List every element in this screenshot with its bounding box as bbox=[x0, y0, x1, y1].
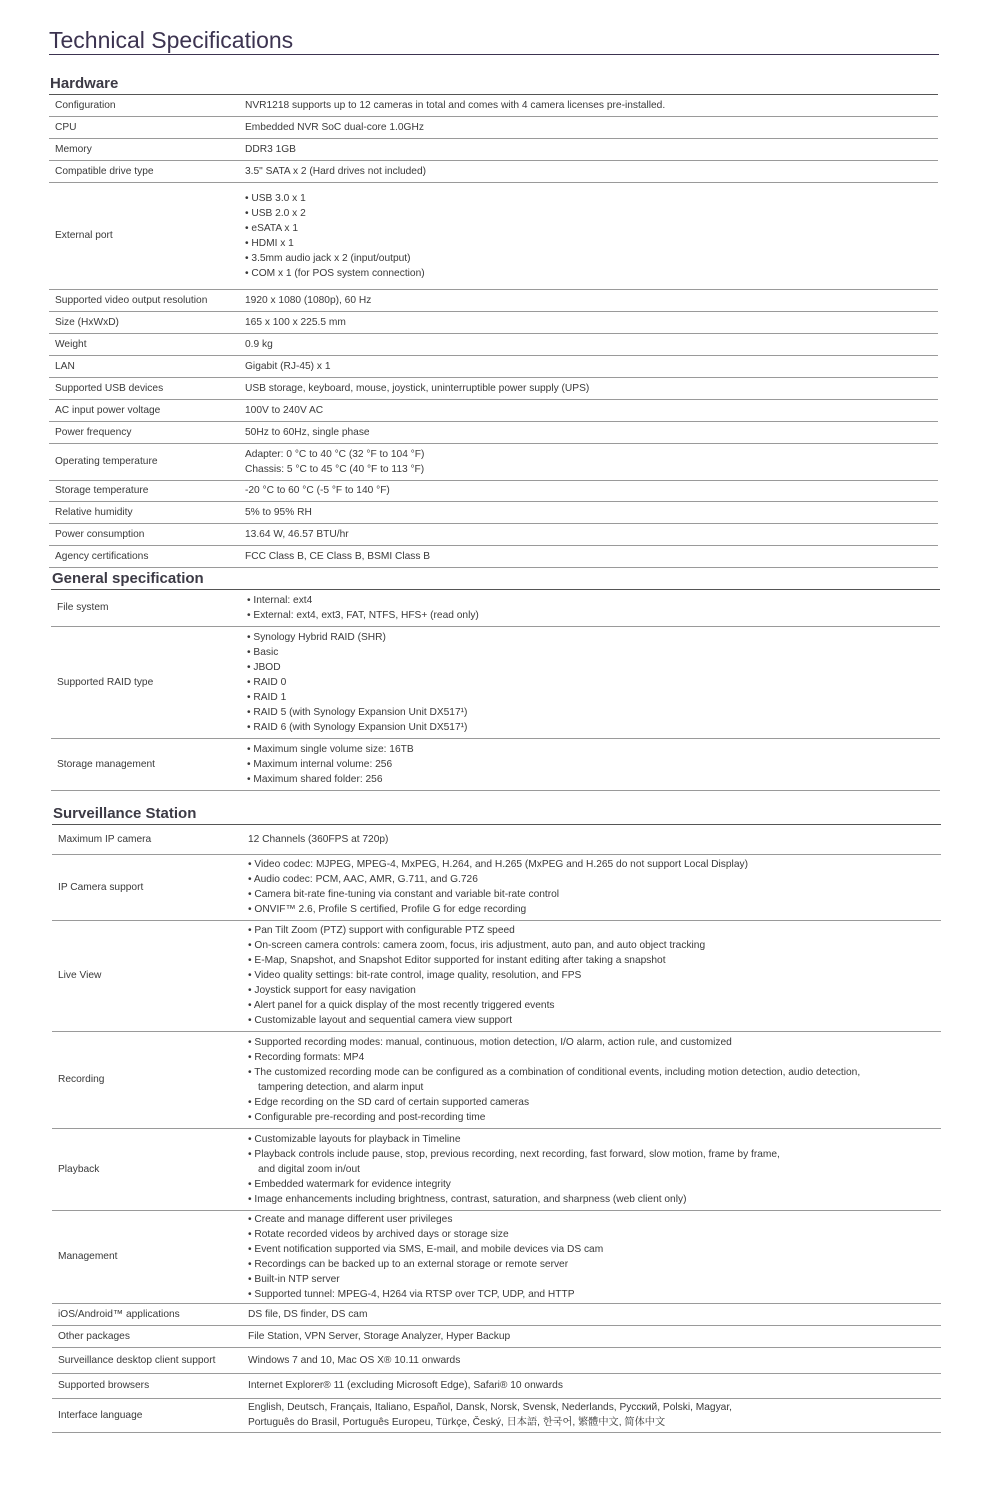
spec-label: File system bbox=[51, 590, 247, 626]
spec-row bbox=[49, 138, 938, 160]
spec-row bbox=[52, 1347, 941, 1373]
spec-row bbox=[49, 501, 938, 523]
spec-value-line: Windows 7 and 10, Mac OS X® 10.11 onwards bbox=[248, 1354, 461, 1366]
spec-value-line: • RAID 5 (with Synology Expansion Unit DX517¹) bbox=[247, 706, 468, 718]
spec-value-line: English, Deutsch, Français, Italiano, Español, Dansk, Norsk, Svensk, Nederlands, Русский, Polski, Magyar, bbox=[248, 1402, 732, 1413]
spec-value-line: File Station, VPN Server, Storage Analyzer, Hyper Backup bbox=[248, 1330, 511, 1342]
spec-row bbox=[49, 182, 938, 289]
spec-value bbox=[247, 590, 940, 626]
spec-value-line: • Recording formats: MP4 bbox=[248, 1051, 365, 1063]
spec-value-line: • Audio codec: PCM, AAC, AMR, G.711, and G.726 bbox=[248, 874, 478, 885]
spec-row bbox=[49, 355, 938, 377]
spec-label: Supported RAID type bbox=[51, 626, 247, 738]
spec-value-line: • Configurable pre-recording and post-recording time bbox=[248, 1111, 486, 1123]
spec-value-line: • Recordings can be backed up to an external storage or remote server bbox=[248, 1258, 569, 1270]
spec-table bbox=[52, 825, 941, 1433]
spec-value-line: • On-screen camera controls: camera zoom, focus, iris adjustment, auto pan, and auto object tracking bbox=[248, 940, 706, 951]
spec-value-line: • Playback controls include pause, stop, previous recording, next recording, fast forward, slow motion, frame by frame, bbox=[248, 1148, 780, 1160]
spec-label: IP Camera support bbox=[52, 854, 248, 920]
spec-value-line: • Internal: ext4 bbox=[247, 594, 313, 606]
spec-value bbox=[245, 289, 938, 311]
spec-row bbox=[52, 1398, 941, 1432]
spec-row bbox=[52, 920, 941, 1031]
spec-value bbox=[247, 626, 940, 738]
spec-label: Supported browsers bbox=[52, 1373, 248, 1398]
spec-row bbox=[49, 399, 938, 421]
spec-label: Other packages bbox=[52, 1325, 248, 1347]
spec-value-line: and digital zoom in/out bbox=[258, 1163, 360, 1175]
spec-row bbox=[49, 289, 938, 311]
spec-value-line: • RAID 0 bbox=[247, 676, 287, 688]
spec-label: LAN bbox=[49, 355, 245, 377]
spec-value-line: • Video quality settings: bit-rate control, image quality, resolution, and FPS bbox=[248, 970, 582, 981]
spec-row bbox=[49, 333, 938, 355]
spec-value-line: • Camera bit-rate fine-tuning via constant and variable bit-rate control bbox=[248, 889, 560, 900]
spec-value-line: 13.64 W, 46.57 BTU/hr bbox=[245, 528, 349, 540]
spec-value bbox=[248, 1210, 941, 1303]
spec-label: Weight bbox=[49, 333, 245, 355]
spec-value-line: • COM x 1 (for POS system connection) bbox=[245, 267, 425, 279]
spec-value-line: 0.9 kg bbox=[245, 338, 273, 350]
spec-row bbox=[52, 1373, 941, 1398]
section-title: Hardware bbox=[49, 74, 938, 95]
spec-value-line: Embedded NVR SoC dual-core 1.0GHz bbox=[245, 121, 424, 133]
spec-value bbox=[245, 443, 938, 480]
spec-value-line: • JBOD bbox=[247, 661, 281, 673]
spec-value-line: • Video codec: MJPEG, MPEG-4, MxPEG, H.264, and H.265 (MxPEG and H.265 do not support Local Display) bbox=[248, 859, 748, 870]
spec-label: Playback bbox=[52, 1128, 248, 1210]
spec-label: Maximum IP camera bbox=[52, 825, 248, 854]
spec-value bbox=[245, 523, 938, 545]
spec-value-line: • 3.5mm audio jack x 2 (input/output) bbox=[245, 252, 411, 264]
spec-value-line: • Synology Hybrid RAID (SHR) bbox=[247, 631, 386, 643]
spec-row bbox=[49, 95, 938, 116]
spec-value bbox=[248, 1347, 941, 1373]
spec-label: Supported video output resolution bbox=[49, 289, 245, 311]
spec-value-line: Gigabit (RJ-45) x 1 bbox=[245, 360, 331, 372]
spec-value-line: • Event notification supported via SMS, E-mail, and mobile devices via DS cam bbox=[248, 1243, 604, 1255]
spec-value-line: • External: ext4, ext3, FAT, NTFS, HFS+ (read only) bbox=[247, 609, 479, 621]
spec-label: Relative humidity bbox=[49, 501, 245, 523]
spec-value bbox=[245, 311, 938, 333]
spec-label: Surveillance desktop client support bbox=[52, 1347, 248, 1373]
spec-label: Power consumption bbox=[49, 523, 245, 545]
spec-label: Configuration bbox=[49, 95, 245, 116]
spec-value-line: • USB 2.0 x 2 bbox=[245, 207, 306, 219]
spec-value bbox=[248, 920, 941, 1031]
spec-value-line: Português do Brasil, Português Europeu, Türkçe, Český, 日本語, 한국어, 繁體中文, 简体中文 bbox=[248, 1417, 666, 1428]
spec-value-line: • Supported tunnel: MPEG-4, H264 via RTSP over TCP, UDP, and HTTP bbox=[248, 1288, 575, 1300]
spec-label: CPU bbox=[49, 116, 245, 138]
spec-value bbox=[245, 355, 938, 377]
page-title: Technical Specifications bbox=[49, 26, 939, 55]
spec-value-line: 1920 x 1080 (1080p), 60 Hz bbox=[245, 294, 372, 306]
spec-label: Recording bbox=[52, 1031, 248, 1128]
spec-label: Compatible drive type bbox=[49, 160, 245, 182]
spec-value bbox=[245, 116, 938, 138]
spec-value-line: • eSATA x 1 bbox=[245, 222, 299, 234]
spec-value-line: NVR1218 supports up to 12 cameras in total and comes with 4 camera licenses pre-installed. bbox=[245, 99, 666, 111]
spec-row bbox=[52, 1031, 941, 1128]
spec-value-line: • Joystick support for easy navigation bbox=[248, 985, 416, 996]
spec-value bbox=[247, 738, 940, 790]
spec-value-line: • Customizable layout and sequential camera view support bbox=[248, 1015, 513, 1026]
spec-label: iOS/Android™ applications bbox=[52, 1303, 248, 1325]
spec-value-line: • Embedded watermark for evidence integrity bbox=[248, 1178, 451, 1190]
spec-label: Supported USB devices bbox=[49, 377, 245, 399]
spec-row bbox=[52, 1325, 941, 1347]
spec-row bbox=[49, 545, 938, 567]
spec-value bbox=[248, 1373, 941, 1398]
spec-value bbox=[248, 854, 941, 920]
spec-row bbox=[49, 523, 938, 545]
spec-row bbox=[51, 590, 940, 626]
spec-value-line: • Image enhancements including brightness, contrast, saturation, and sharpness (web client only) bbox=[248, 1193, 687, 1205]
spec-row bbox=[52, 1128, 941, 1210]
section-general-specification bbox=[51, 569, 940, 791]
spec-value-line: • Customizable layouts for playback in Timeline bbox=[248, 1133, 461, 1145]
spec-value-line: Internet Explorer® 11 (excluding Microsoft Edge), Safari® 10 onwards bbox=[248, 1380, 563, 1391]
spec-table bbox=[51, 590, 940, 791]
spec-value-line: tampering detection, and alarm input bbox=[258, 1081, 424, 1093]
spec-value-line: DS file, DS finder, DS cam bbox=[248, 1308, 368, 1320]
spec-value-line: • HDMI x 1 bbox=[245, 237, 294, 249]
spec-value-line: • Rotate recorded videos by archived days or storage size bbox=[248, 1228, 509, 1240]
spec-value bbox=[245, 160, 938, 182]
spec-label: External port bbox=[49, 182, 245, 289]
spec-value-line: • ONVIF™ 2.6, Profile S certified, Profile G for edge recording bbox=[248, 904, 527, 915]
spec-row bbox=[49, 311, 938, 333]
section-hardware bbox=[49, 74, 938, 568]
spec-row bbox=[52, 854, 941, 920]
spec-value bbox=[245, 399, 938, 421]
spec-label: Interface language bbox=[52, 1398, 248, 1432]
spec-value-line: • Maximum shared folder: 256 bbox=[247, 773, 383, 785]
spec-value-line: • Create and manage different user privileges bbox=[248, 1213, 453, 1225]
spec-row bbox=[52, 1210, 941, 1303]
spec-table bbox=[49, 95, 938, 568]
spec-value-line: Adapter: 0 °C to 40 °C (32 °F to 104 °F) bbox=[245, 448, 425, 460]
spec-row bbox=[52, 825, 941, 854]
spec-value-line: • Alert panel for a quick display of the most recently triggered events bbox=[248, 1000, 555, 1011]
spec-row bbox=[49, 443, 938, 480]
spec-label: Memory bbox=[49, 138, 245, 160]
spec-value bbox=[245, 333, 938, 355]
spec-value-line: 3.5" SATA x 2 (Hard drives not included) bbox=[245, 165, 427, 177]
spec-row bbox=[51, 738, 940, 790]
spec-label: Agency certifications bbox=[49, 545, 245, 567]
spec-value-line: -20 °C to 60 °C (-5 °F to 140 °F) bbox=[245, 485, 390, 496]
spec-row bbox=[52, 1303, 941, 1325]
spec-label: Operating temperature bbox=[49, 443, 245, 480]
spec-value bbox=[248, 825, 941, 854]
spec-value bbox=[245, 182, 938, 289]
spec-label: Size (HxWxD) bbox=[49, 311, 245, 333]
spec-value-line: • RAID 6 (with Synology Expansion Unit DX517¹) bbox=[247, 721, 468, 733]
spec-value-line: • Maximum single volume size: 16TB bbox=[247, 743, 414, 755]
spec-value bbox=[245, 95, 938, 116]
spec-value-line: • Basic bbox=[247, 646, 279, 658]
spec-row bbox=[49, 377, 938, 399]
spec-value-line: DDR3 1GB bbox=[245, 143, 296, 155]
spec-value-line: USB storage, keyboard, mouse, joystick, uninterruptible power supply (UPS) bbox=[245, 382, 590, 394]
spec-value bbox=[248, 1325, 941, 1347]
spec-value-line: 12 Channels (360FPS at 720p) bbox=[248, 833, 389, 845]
section-surveillance-station bbox=[52, 804, 941, 1433]
spec-label: Management bbox=[52, 1210, 248, 1303]
spec-label: Storage temperature bbox=[49, 480, 245, 501]
spec-value-line: • The customized recording mode can be configured as a combination of conditional events, including motion detection, audio detection, bbox=[248, 1066, 861, 1078]
spec-label: Live View bbox=[52, 920, 248, 1031]
spec-row bbox=[49, 116, 938, 138]
section-title: General specification bbox=[51, 569, 940, 590]
spec-value-line: • USB 3.0 x 1 bbox=[245, 192, 306, 204]
spec-value-line: • Built-in NTP server bbox=[248, 1273, 340, 1285]
spec-value-line: Chassis: 5 °C to 45 °C (40 °F to 113 °F) bbox=[245, 463, 425, 475]
spec-row bbox=[49, 160, 938, 182]
spec-value bbox=[245, 377, 938, 399]
spec-value bbox=[248, 1398, 941, 1432]
spec-value bbox=[245, 545, 938, 567]
spec-value-line: 50Hz to 60Hz, single phase bbox=[245, 426, 370, 438]
spec-label: AC input power voltage bbox=[49, 399, 245, 421]
spec-value-line: • E-Map, Snapshot, and Snapshot Editor supported for instant editing after taking a snapshot bbox=[248, 955, 666, 966]
spec-label: Power frequency bbox=[49, 421, 245, 443]
spec-label: Storage management bbox=[51, 738, 247, 790]
spec-value bbox=[245, 501, 938, 523]
section-title: Surveillance Station bbox=[52, 804, 941, 825]
spec-row bbox=[51, 626, 940, 738]
spec-value bbox=[245, 480, 938, 501]
spec-value-line: 165 x 100 x 225.5 mm bbox=[245, 316, 346, 328]
spec-value-line: • Edge recording on the SD card of certain supported cameras bbox=[248, 1096, 530, 1108]
spec-value-line: 100V to 240V AC bbox=[245, 404, 324, 416]
spec-value-line: • Pan Tilt Zoom (PTZ) support with configurable PTZ speed bbox=[248, 925, 515, 936]
spec-value-line: • RAID 1 bbox=[247, 691, 287, 703]
spec-value bbox=[245, 138, 938, 160]
spec-value-line: • Maximum internal volume: 256 bbox=[247, 758, 393, 770]
spec-row bbox=[49, 421, 938, 443]
spec-value bbox=[248, 1128, 941, 1210]
spec-value bbox=[248, 1031, 941, 1128]
spec-value-line: FCC Class B, CE Class B, BSMI Class B bbox=[245, 550, 431, 562]
spec-value bbox=[245, 421, 938, 443]
spec-value bbox=[248, 1303, 941, 1325]
spec-row bbox=[49, 480, 938, 501]
spec-value-line: • Supported recording modes: manual, continuous, motion detection, I/O alarm, action rule, and customized bbox=[248, 1036, 732, 1048]
spec-value-line: 5% to 95% RH bbox=[245, 506, 312, 518]
